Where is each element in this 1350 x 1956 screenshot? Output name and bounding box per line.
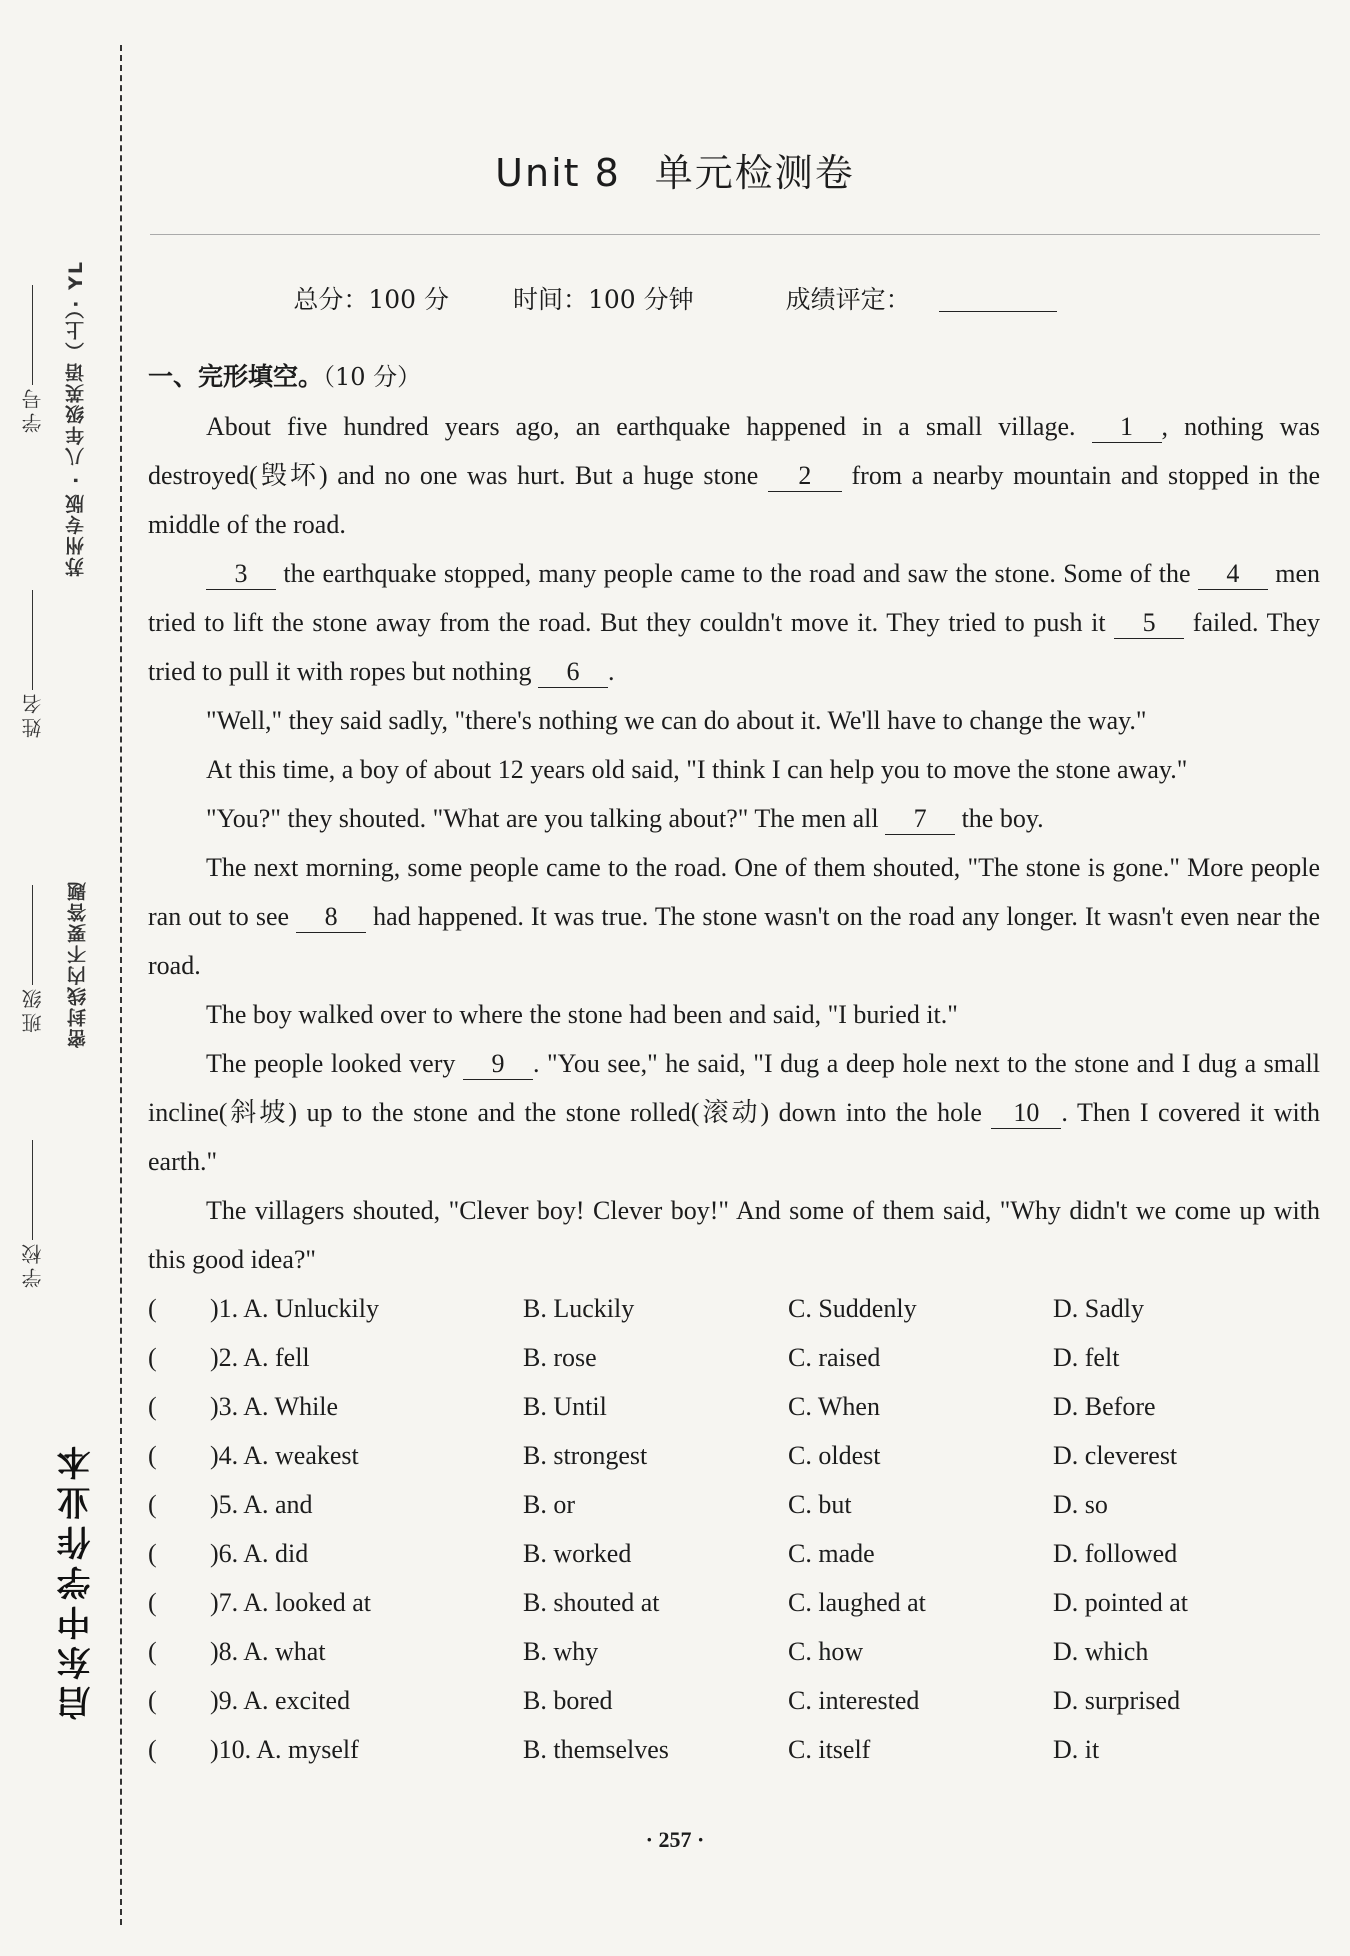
question-stem [148, 1490, 523, 1520]
class-field [18, 885, 47, 1033]
paragraph: At this time, a boy of about 12 years old said, "I think I can help you to move the stone away." [206, 755, 1188, 784]
section-heading [148, 352, 1320, 402]
name-blank[interactable] [33, 590, 34, 690]
question-row [148, 1578, 1320, 1627]
option-a: )3. A. While [210, 1391, 339, 1421]
option-b: B. Until [523, 1391, 607, 1421]
option-d: D. felt [1053, 1342, 1120, 1372]
text: failed. They tried to pull it with ropes but nothing [148, 608, 1321, 686]
question-row [148, 1627, 1320, 1676]
page-number: · 257 · [645, 1827, 705, 1852]
answer-paren[interactable]: ( [148, 1538, 157, 1568]
blank-6: 6 [538, 657, 608, 688]
question-stem [148, 1441, 523, 1471]
blank-4: 4 [1198, 559, 1268, 590]
grade-label: 成绩评定： [785, 285, 911, 314]
class-label: 班级 [21, 985, 45, 1033]
option-c: C. how [788, 1636, 864, 1666]
school-field [18, 1140, 47, 1288]
option-b: B. or [523, 1489, 575, 1519]
option-a: )7. A. looked at [210, 1587, 372, 1617]
option-c: C. raised [788, 1342, 881, 1372]
option-d: D. followed [1053, 1538, 1178, 1568]
option-d: D. so [1053, 1489, 1108, 1519]
option-b: B. bored [523, 1685, 613, 1715]
option-c: C. When [788, 1391, 880, 1421]
number-label: 学号 [21, 385, 45, 433]
paragraph [148, 402, 1320, 549]
text: , nothing was destroyed(毁坏) and no one was hurt. But a huge stone [148, 412, 1321, 490]
option-d: D. which [1053, 1636, 1149, 1666]
school-label: 学校 [21, 1240, 45, 1288]
cloze-passage [148, 402, 1320, 1284]
option-b: B. why [523, 1636, 599, 1666]
question-row [148, 1480, 1320, 1529]
paragraph: The boy walked over to where the stone had been and said, "I buried it." [206, 1000, 958, 1029]
unit-label: Unit 8 [495, 151, 621, 195]
blank-2: 2 [768, 461, 842, 492]
text: . [607, 657, 615, 686]
title-divider [150, 234, 1320, 235]
answer-paren[interactable]: ( [148, 1342, 157, 1372]
text: About five hundred years ago, an earthquake happened in a small village. [206, 412, 1076, 441]
option-d: D. cleverest [1053, 1440, 1178, 1470]
question-stem [148, 1343, 523, 1373]
answer-paren[interactable]: ( [148, 1293, 157, 1323]
section-points: （10 分） [323, 363, 422, 391]
option-a: )6. A. did [210, 1538, 309, 1568]
name-label: 姓名 [21, 690, 45, 738]
question-stem [148, 1539, 523, 1569]
question-stem [148, 1392, 523, 1422]
blank-8: 8 [296, 902, 366, 933]
time-limit: 时间：100 分钟 [512, 285, 694, 314]
option-c: C. interested [788, 1685, 920, 1715]
question-row [148, 1529, 1320, 1578]
option-d: D. Sadly [1053, 1293, 1144, 1323]
question-row [148, 1725, 1320, 1774]
option-d: D. pointed at [1053, 1587, 1189, 1617]
option-c: C. made [788, 1538, 875, 1568]
answer-paren[interactable]: ( [148, 1685, 157, 1715]
option-b: B. rose [523, 1342, 597, 1372]
seal-notice: 密封线内不要答题 [67, 880, 89, 1048]
question-row [148, 1676, 1320, 1725]
text: The people looked very [206, 1049, 456, 1078]
text: The next morning, some people came to the road. One of them shouted, "The stone is gone." More people ran out to see [148, 853, 1320, 931]
answer-paren[interactable]: ( [148, 1440, 157, 1470]
text: the earthquake stopped, many people came to the road and saw the stone. Some of the [283, 559, 1191, 588]
text: from a nearby mountain and stopped in the middle of the road. [148, 461, 1321, 539]
paragraph [148, 843, 1320, 990]
exam-meta [0, 280, 1350, 316]
option-d: D. surprised [1053, 1685, 1181, 1715]
option-b: B. themselves [523, 1734, 669, 1764]
option-c: C. but [788, 1489, 852, 1519]
answer-options [148, 1284, 1320, 1774]
blank-1: 1 [1092, 412, 1162, 443]
text: "You?" they shouted. "What are you talking about?" The men all [206, 804, 879, 833]
option-c: C. oldest [788, 1440, 881, 1470]
question-row [148, 1333, 1320, 1382]
answer-paren[interactable]: ( [148, 1636, 157, 1666]
seal-dashed-line [120, 45, 122, 1925]
question-stem [148, 1294, 523, 1324]
test-title: 单元检测卷 [654, 151, 855, 195]
page-title [0, 142, 1350, 197]
option-b: B. worked [523, 1538, 632, 1568]
brand-title: 启东中学作业本 [57, 1440, 97, 1720]
paragraph [148, 794, 1320, 843]
option-d: D. Before [1053, 1391, 1156, 1421]
text: men tried to lift the stone away from the road. But they couldn't move it. They tried to push it [148, 559, 1320, 637]
text: . Then I covered it with earth." [148, 1098, 1321, 1176]
option-b: B. shouted at [523, 1587, 660, 1617]
question-stem [148, 1588, 523, 1618]
question-stem [148, 1637, 523, 1667]
question-stem [148, 1735, 523, 1765]
option-a: )4. A. weakest [210, 1440, 359, 1470]
blank-5: 5 [1114, 608, 1184, 639]
option-a: )2. A. fell [210, 1342, 310, 1372]
option-a: )9. A. excited [210, 1685, 351, 1715]
section-title: 一、完形填空。 [148, 362, 324, 391]
series-label: 苏州专版 · 八年级英语（上）· YL [65, 260, 87, 577]
answer-paren[interactable]: ( [148, 1489, 157, 1519]
blank-7: 7 [885, 804, 955, 835]
blank-9: 9 [463, 1049, 533, 1080]
class-blank[interactable] [33, 885, 34, 985]
question-row [148, 1431, 1320, 1480]
blank-10: 10 [991, 1098, 1061, 1129]
answer-paren[interactable]: ( [148, 1391, 157, 1421]
option-b: B. strongest [523, 1440, 648, 1470]
answer-paren[interactable]: ( [148, 1587, 157, 1617]
blank-3: 3 [206, 559, 276, 590]
option-d: D. it [1053, 1734, 1100, 1764]
text: the boy. [961, 804, 1044, 833]
option-a: )5. A. and [210, 1489, 313, 1519]
paragraph: "Well," they said sadly, "there's nothing we can do about it. We'll have to change the way." [206, 706, 1147, 735]
option-a: )10. A. myself [210, 1734, 359, 1764]
option-a: )1. A. Unluckily [210, 1293, 379, 1323]
option-c: C. Suddenly [788, 1293, 917, 1323]
option-c: C. laughed at [788, 1587, 926, 1617]
answer-paren[interactable]: ( [148, 1734, 157, 1764]
question-row [148, 1382, 1320, 1431]
question-stem [148, 1686, 523, 1716]
main-content [148, 352, 1320, 1774]
option-b: B. Luckily [523, 1293, 635, 1323]
school-blank[interactable] [33, 1140, 34, 1240]
grade-blank[interactable] [939, 287, 1057, 312]
option-a: )8. A. what [210, 1636, 326, 1666]
text: . "You see," he said, "I dug a deep hole next to the stone and I dug a small incline(斜坡) up to the stone and the stone rolled(滚动) down into the hole [148, 1049, 1321, 1127]
question-row [148, 1284, 1320, 1333]
paragraph [148, 549, 1320, 696]
name-field [18, 590, 47, 738]
option-c: C. itself [788, 1734, 871, 1764]
text: had happened. It was true. The stone wasn't on the road any longer. It wasn't even near the road. [148, 902, 1321, 980]
paragraph: The villagers shouted, "Clever boy! Clever boy!" And some of them said, "Why didn't we come up with this good idea?" [148, 1196, 1320, 1274]
total-score: 总分：100 分 [293, 285, 450, 314]
paragraph [148, 1039, 1320, 1186]
